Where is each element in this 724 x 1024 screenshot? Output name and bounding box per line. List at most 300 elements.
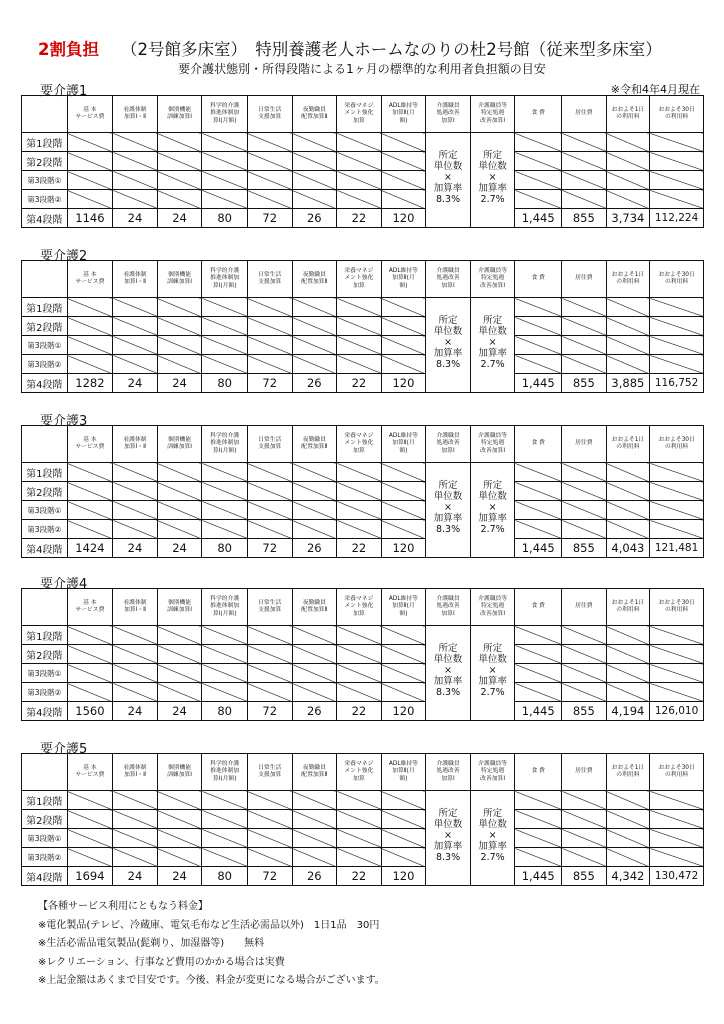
column-header: おおよそ30日 の利用料 <box>650 426 704 463</box>
empty-cell <box>606 133 650 152</box>
empty-cell <box>113 190 158 209</box>
empty-cell <box>515 317 562 336</box>
section-label: 要介護2 <box>40 249 88 264</box>
empty-cell <box>562 520 607 539</box>
row-label: 第3段階① <box>22 171 68 190</box>
empty-cell <box>381 791 426 810</box>
row-label: 第4段階 <box>22 209 68 228</box>
empty-cell <box>202 336 248 355</box>
rate-text: × <box>444 172 453 184</box>
value-cell: 112,224 <box>650 209 704 228</box>
empty-cell <box>515 190 562 209</box>
value-cell: 120 <box>381 374 426 393</box>
section-label: 要介護5 <box>40 742 88 757</box>
empty-cell <box>113 501 158 520</box>
rate-cell <box>470 133 515 228</box>
empty-cell <box>247 626 292 645</box>
empty-cell <box>606 501 650 520</box>
section-label: 要介護3 <box>40 414 88 429</box>
value-cell: 4,043 <box>606 539 650 558</box>
row-label: 第1段階 <box>22 626 68 645</box>
empty-cell <box>606 829 650 848</box>
column-header: 個別機能 訓練加算Ⅰ <box>157 96 202 133</box>
table-row <box>22 520 704 539</box>
rate-text: 加算率 <box>478 348 507 360</box>
column-header: おおよそ1日 の利用料 <box>606 261 650 298</box>
column-header: 居住費 <box>562 589 607 626</box>
value-cell: 22 <box>337 539 382 558</box>
column-header: おおよそ1日 の利用料 <box>606 96 650 133</box>
column-header: 科学的介護 推進体制加 算Ⅰ(月額) <box>202 96 248 133</box>
value-cell: 22 <box>337 374 382 393</box>
empty-cell <box>247 336 292 355</box>
empty-cell <box>337 520 382 539</box>
column-header: おおよそ1日 の利用料 <box>606 426 650 463</box>
row-label: 第3段階① <box>22 664 68 683</box>
empty-cell <box>67 336 113 355</box>
empty-cell <box>562 664 607 683</box>
empty-cell <box>292 152 337 171</box>
row-label: 第1段階 <box>22 298 68 317</box>
empty-cell <box>562 829 607 848</box>
empty-cell <box>337 336 382 355</box>
rate-text: 加算率 <box>433 183 463 195</box>
empty-cell <box>202 791 248 810</box>
column-header: 基 本 サービス費 <box>67 754 113 791</box>
value-cell: 24 <box>157 374 202 393</box>
empty-cell <box>247 463 292 482</box>
burden-label: 2割負担 <box>38 40 99 59</box>
empty-cell <box>606 626 650 645</box>
value-cell: 120 <box>381 702 426 721</box>
empty-cell <box>337 791 382 810</box>
table-row <box>22 810 704 829</box>
empty-cell <box>562 298 607 317</box>
rate-text: 所定 <box>438 150 458 162</box>
value-cell: 24 <box>113 702 158 721</box>
empty-cell <box>292 463 337 482</box>
empty-cell <box>157 336 202 355</box>
empty-cell <box>202 520 248 539</box>
empty-cell <box>292 645 337 664</box>
empty-cell <box>650 791 704 810</box>
empty-cell <box>337 317 382 336</box>
table-row <box>22 539 704 558</box>
value-cell: 24 <box>113 539 158 558</box>
rate-cell <box>470 791 515 886</box>
empty-cell <box>337 133 382 152</box>
empty-cell <box>650 171 704 190</box>
rate-text: 所定 <box>483 643 503 655</box>
value-cell: 1,445 <box>515 702 562 721</box>
rate-text: 単位数 <box>478 819 507 831</box>
empty-cell <box>337 190 382 209</box>
column-header: 介護職員等 特定処遇 改善加算Ⅰ <box>470 754 515 791</box>
empty-cell <box>247 664 292 683</box>
empty-cell <box>67 463 113 482</box>
empty-cell <box>157 463 202 482</box>
rate-text: 2.7% <box>480 524 505 536</box>
value-cell: 24 <box>157 209 202 228</box>
empty-cell <box>292 355 337 374</box>
rate-text: 単位数 <box>433 491 463 503</box>
rate-text: 加算率 <box>433 348 463 360</box>
empty-cell <box>113 664 158 683</box>
section-label: 要介護1 <box>40 84 88 99</box>
column-header: 栄養マネジ メント強化 加算 <box>337 754 382 791</box>
empty-cell <box>113 626 158 645</box>
empty-cell <box>337 355 382 374</box>
empty-cell <box>381 336 426 355</box>
empty-cell <box>67 355 113 374</box>
empty-cell <box>157 482 202 501</box>
column-header: 介護職員 処遇改善 加算Ⅰ <box>426 426 471 463</box>
rate-text: × <box>488 337 497 349</box>
column-header: おおよそ30日 の利用料 <box>650 261 704 298</box>
table-row <box>22 152 704 171</box>
empty-cell <box>157 317 202 336</box>
column-header: 看護体制 加算Ⅰ・Ⅱ <box>113 589 158 626</box>
row-label: 第3段階② <box>22 848 68 867</box>
rate-text: 単位数 <box>433 654 463 666</box>
column-header: 栄養マネジ メント強化 加算 <box>337 261 382 298</box>
row-label: 第4段階 <box>22 374 68 393</box>
value-cell: 24 <box>157 702 202 721</box>
empty-cell <box>202 133 248 152</box>
empty-cell <box>562 683 607 702</box>
empty-cell <box>606 791 650 810</box>
empty-cell <box>650 829 704 848</box>
empty-cell <box>562 336 607 355</box>
value-cell: 855 <box>562 702 607 721</box>
value-cell: 4,194 <box>606 702 650 721</box>
empty-cell <box>67 190 113 209</box>
table-row <box>22 133 704 152</box>
empty-cell <box>650 298 704 317</box>
as-of-date: ※令和4年4月現在 <box>610 83 700 96</box>
row-label: 第2段階 <box>22 317 68 336</box>
empty-cell <box>515 298 562 317</box>
value-cell: 24 <box>113 209 158 228</box>
rate-cell <box>426 463 471 558</box>
header-row <box>22 589 704 626</box>
empty-cell <box>247 848 292 867</box>
empty-cell <box>606 482 650 501</box>
empty-cell <box>157 133 202 152</box>
empty-cell <box>202 683 248 702</box>
empty-cell <box>381 317 426 336</box>
column-header: おおよそ1日 の利用料 <box>606 589 650 626</box>
empty-cell <box>67 133 113 152</box>
empty-cell <box>292 791 337 810</box>
row-label: 第3段階① <box>22 501 68 520</box>
empty-cell <box>337 645 382 664</box>
column-header: 基 本 サービス費 <box>67 96 113 133</box>
empty-cell <box>113 133 158 152</box>
empty-cell <box>606 848 650 867</box>
value-cell: 116,752 <box>650 374 704 393</box>
empty-cell <box>515 501 562 520</box>
column-header: 居住費 <box>562 754 607 791</box>
empty-cell <box>113 336 158 355</box>
empty-cell <box>381 298 426 317</box>
empty-cell <box>157 190 202 209</box>
column-header: 食 費 <box>515 261 562 298</box>
row-label: 第3段階① <box>22 829 68 848</box>
empty-cell <box>337 626 382 645</box>
value-cell: 855 <box>562 867 607 886</box>
empty-cell <box>202 501 248 520</box>
empty-cell <box>381 848 426 867</box>
empty-cell <box>606 520 650 539</box>
empty-cell <box>247 152 292 171</box>
empty-cell <box>562 645 607 664</box>
empty-cell <box>650 683 704 702</box>
empty-cell <box>381 152 426 171</box>
table-row <box>22 702 704 721</box>
empty-cell <box>202 355 248 374</box>
column-header: 個別機能 訓練加算Ⅰ <box>157 261 202 298</box>
row-label: 第1段階 <box>22 133 68 152</box>
column-header <box>22 426 68 463</box>
empty-cell <box>650 133 704 152</box>
rate-cell <box>426 791 471 886</box>
empty-cell <box>562 810 607 829</box>
value-cell: 121,481 <box>650 539 704 558</box>
table-row <box>22 209 704 228</box>
empty-cell <box>381 645 426 664</box>
empty-cell <box>562 171 607 190</box>
empty-cell <box>67 848 113 867</box>
empty-cell <box>247 355 292 374</box>
empty-cell <box>292 829 337 848</box>
column-header: 夜勤職員 配置加算Ⅱ <box>292 426 337 463</box>
empty-cell <box>515 463 562 482</box>
column-header: 介護職員 処遇改善 加算Ⅰ <box>426 754 471 791</box>
empty-cell <box>202 317 248 336</box>
row-label: 第3段階② <box>22 355 68 374</box>
empty-cell <box>157 355 202 374</box>
empty-cell <box>292 190 337 209</box>
empty-cell <box>606 683 650 702</box>
table-row <box>22 317 704 336</box>
value-cell: 1560 <box>67 702 113 721</box>
rate-cell <box>426 133 471 228</box>
value-cell: 855 <box>562 539 607 558</box>
empty-cell <box>157 171 202 190</box>
empty-cell <box>606 355 650 374</box>
column-header: 科学的介護 推進体制加 算Ⅰ(月額) <box>202 261 248 298</box>
table-row <box>22 190 704 209</box>
column-header: 科学的介護 推進体制加 算Ⅰ(月額) <box>202 754 248 791</box>
fee-table <box>21 425 704 558</box>
table-row <box>22 848 704 867</box>
empty-cell <box>381 190 426 209</box>
row-label: 第3段階① <box>22 336 68 355</box>
value-cell: 24 <box>157 867 202 886</box>
column-header: 看護体制 加算Ⅰ・Ⅱ <box>113 96 158 133</box>
empty-cell <box>606 645 650 664</box>
rate-text: 加算率 <box>433 513 463 525</box>
column-header: 栄養マネジ メント強化 加算 <box>337 426 382 463</box>
empty-cell <box>515 791 562 810</box>
empty-cell <box>67 482 113 501</box>
empty-cell <box>515 171 562 190</box>
rate-text: 単位数 <box>433 819 463 831</box>
empty-cell <box>292 171 337 190</box>
empty-cell <box>292 683 337 702</box>
empty-cell <box>113 645 158 664</box>
fee-table <box>21 753 704 886</box>
table-row <box>22 482 704 501</box>
column-header: 看護体制 加算Ⅰ・Ⅱ <box>113 261 158 298</box>
column-header: おおよそ30日 の利用料 <box>650 754 704 791</box>
rate-text: 単位数 <box>478 326 507 338</box>
note-item: ※レクリエーション、行事など費用のかかる場合は実費 <box>38 956 285 968</box>
facility-title: （2号館多床室） 特別養護老人ホームなのりの杜2号館（従来型多床室） <box>120 40 662 59</box>
empty-cell <box>157 664 202 683</box>
empty-cell <box>381 664 426 683</box>
empty-cell <box>381 520 426 539</box>
column-header: 居住費 <box>562 96 607 133</box>
value-cell: 26 <box>292 867 337 886</box>
column-header: 基 本 サービス費 <box>67 589 113 626</box>
value-cell: 1,445 <box>515 209 562 228</box>
fee-table <box>21 95 704 228</box>
value-cell: 26 <box>292 539 337 558</box>
rate-text: × <box>488 830 497 842</box>
column-header: 介護職員 処遇改善 加算Ⅰ <box>426 261 471 298</box>
empty-cell <box>337 501 382 520</box>
value-cell: 72 <box>247 539 292 558</box>
empty-cell <box>562 152 607 171</box>
empty-cell <box>515 355 562 374</box>
column-header: 看護体制 加算Ⅰ・Ⅱ <box>113 426 158 463</box>
empty-cell <box>515 482 562 501</box>
empty-cell <box>157 683 202 702</box>
rate-cell <box>426 298 471 393</box>
empty-cell <box>515 645 562 664</box>
empty-cell <box>202 463 248 482</box>
empty-cell <box>562 317 607 336</box>
table-row <box>22 626 704 645</box>
empty-cell <box>67 791 113 810</box>
empty-cell <box>67 683 113 702</box>
rate-text: 所定 <box>483 808 503 820</box>
column-header <box>22 754 68 791</box>
value-cell: 80 <box>202 539 248 558</box>
row-label: 第3段階② <box>22 520 68 539</box>
empty-cell <box>292 298 337 317</box>
empty-cell <box>606 336 650 355</box>
empty-cell <box>67 829 113 848</box>
rate-text: 単位数 <box>478 491 507 503</box>
empty-cell <box>562 190 607 209</box>
empty-cell <box>247 482 292 501</box>
empty-cell <box>67 520 113 539</box>
row-label: 第1段階 <box>22 791 68 810</box>
empty-cell <box>606 664 650 683</box>
value-cell: 80 <box>202 209 248 228</box>
empty-cell <box>562 463 607 482</box>
column-header: ADL維持等 加算Ⅱ(月 額) <box>381 96 426 133</box>
empty-cell <box>202 171 248 190</box>
empty-cell <box>113 298 158 317</box>
value-cell: 72 <box>247 867 292 886</box>
column-header: 居住費 <box>562 261 607 298</box>
empty-cell <box>113 463 158 482</box>
note-item: ※上記金額はあくまで目安です。今後、料金が変更になる場合がございます。 <box>38 975 385 986</box>
empty-cell <box>562 626 607 645</box>
table-row <box>22 336 704 355</box>
empty-cell <box>67 810 113 829</box>
empty-cell <box>113 848 158 867</box>
rate-cell <box>470 298 515 393</box>
empty-cell <box>381 171 426 190</box>
empty-cell <box>337 463 382 482</box>
rate-text: 加算率 <box>478 676 507 688</box>
empty-cell <box>337 810 382 829</box>
column-header: ADL維持等 加算Ⅱ(月 額) <box>381 261 426 298</box>
empty-cell <box>292 626 337 645</box>
row-label: 第4段階 <box>22 867 68 886</box>
empty-cell <box>650 626 704 645</box>
row-label: 第3段階② <box>22 190 68 209</box>
empty-cell <box>202 645 248 664</box>
empty-cell <box>157 848 202 867</box>
section-label: 要介護4 <box>40 577 88 592</box>
rate-cell <box>470 463 515 558</box>
empty-cell <box>381 482 426 501</box>
empty-cell <box>67 298 113 317</box>
rate-text: 単位数 <box>433 326 463 338</box>
empty-cell <box>562 848 607 867</box>
value-cell: 26 <box>292 374 337 393</box>
column-header: 個別機能 訓練加算Ⅰ <box>157 754 202 791</box>
rate-text: 8.3% <box>435 359 461 371</box>
page-title <box>38 36 718 58</box>
rate-text: 8.3% <box>435 524 461 536</box>
value-cell: 80 <box>202 702 248 721</box>
rate-text: 8.3% <box>435 687 461 699</box>
fee-table <box>21 588 704 721</box>
rate-text: 所定 <box>438 643 458 655</box>
value-cell: 26 <box>292 702 337 721</box>
empty-cell <box>650 645 704 664</box>
empty-cell <box>381 463 426 482</box>
rate-text: 加算率 <box>433 841 463 853</box>
column-header: 個別機能 訓練加算Ⅰ <box>157 589 202 626</box>
column-header: 基 本 サービス費 <box>67 261 113 298</box>
value-cell: 22 <box>337 209 382 228</box>
column-header: 日常生活 支援加算 <box>247 754 292 791</box>
empty-cell <box>381 501 426 520</box>
empty-cell <box>292 501 337 520</box>
empty-cell <box>650 501 704 520</box>
column-header: 介護職員 処遇改善 加算Ⅰ <box>426 589 471 626</box>
empty-cell <box>337 298 382 317</box>
empty-cell <box>292 664 337 683</box>
row-label: 第3段階② <box>22 683 68 702</box>
note-item: ※生活必需品電気製品(髭剃り、加湿器等) 無料 <box>38 938 265 949</box>
value-cell: 72 <box>247 374 292 393</box>
value-cell: 24 <box>113 867 158 886</box>
column-header <box>22 589 68 626</box>
empty-cell <box>606 190 650 209</box>
notes-heading: 【各種サービス利用にともなう料金】 <box>38 901 208 912</box>
empty-cell <box>157 791 202 810</box>
empty-cell <box>562 791 607 810</box>
